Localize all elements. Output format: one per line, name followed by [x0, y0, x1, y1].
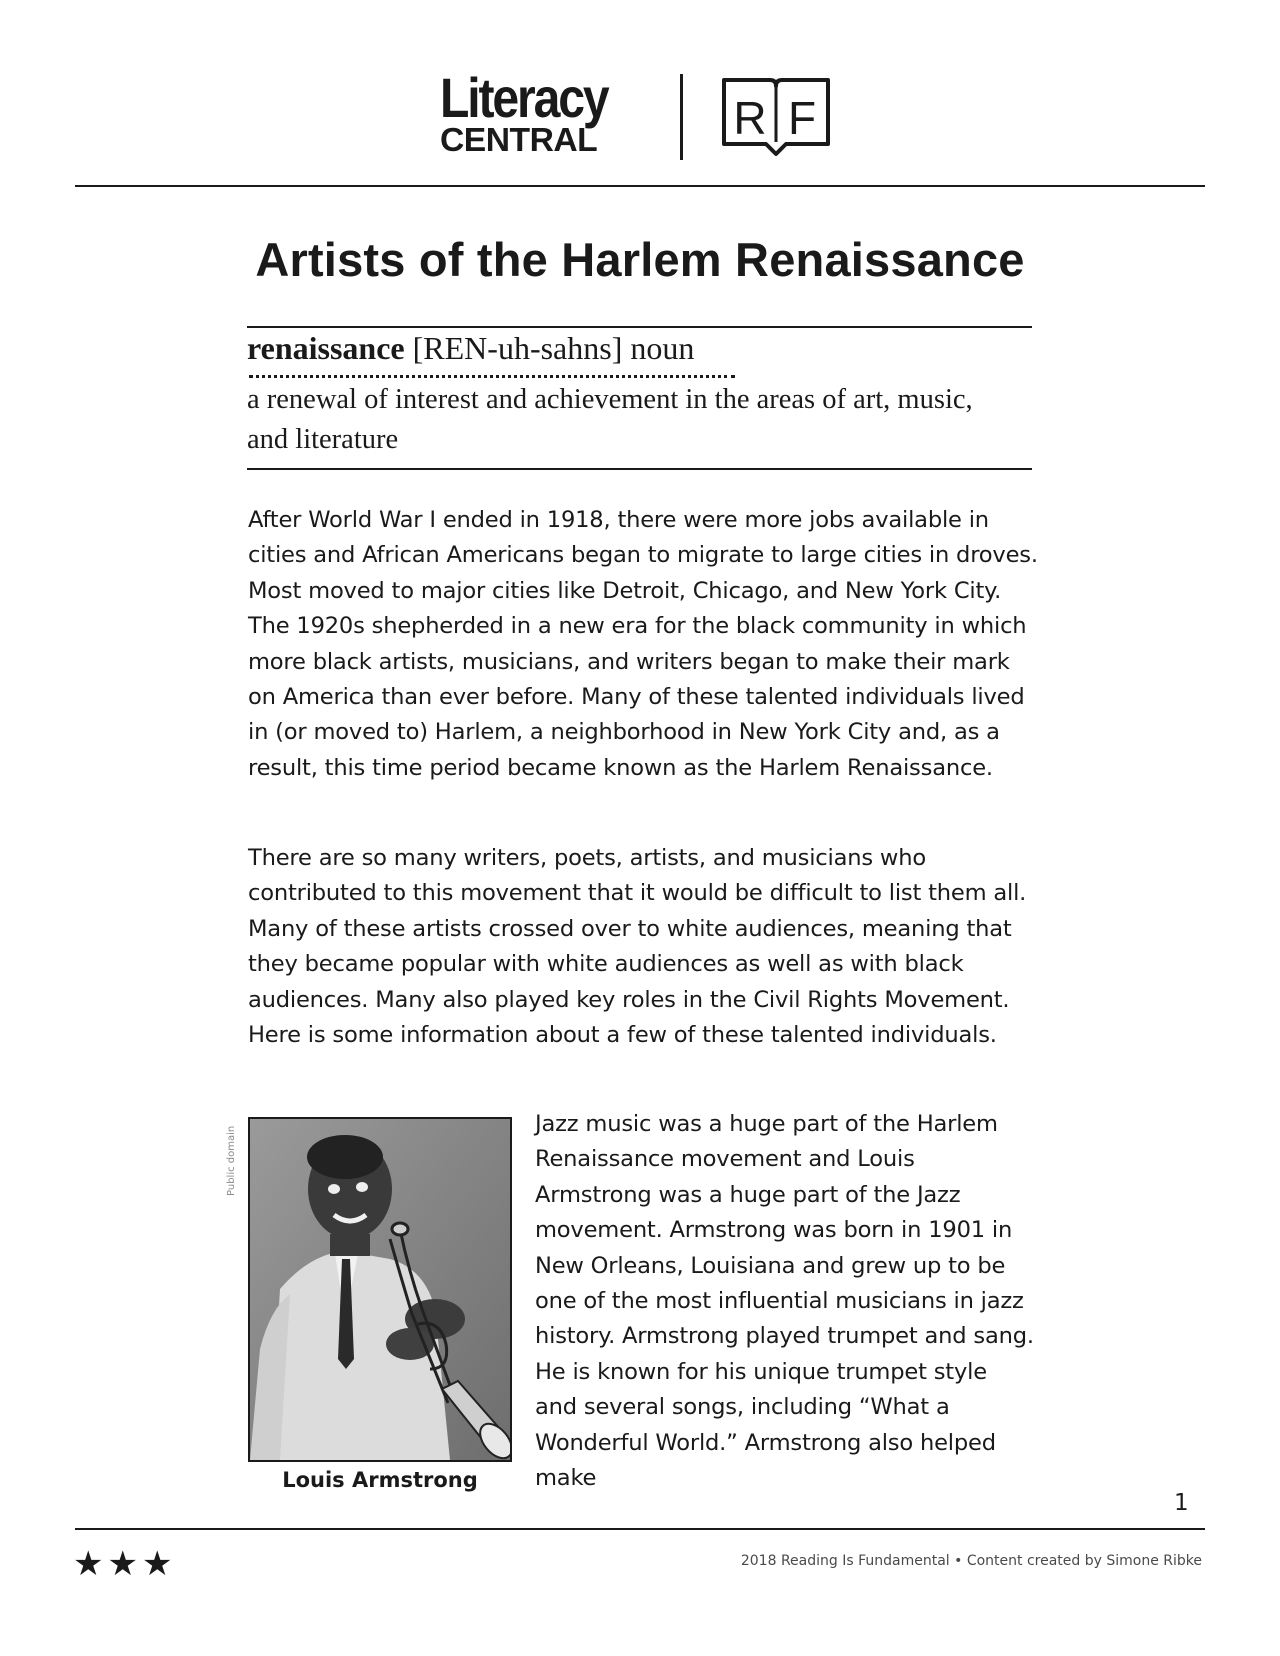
definition-pronunciation: [REN-uh-sahns] noun: [412, 330, 695, 366]
svg-text:F: F: [787, 92, 817, 144]
definition-term-line: [247, 330, 694, 367]
definition-bottom-rule: [247, 468, 1032, 470]
header-rule: [75, 185, 1205, 187]
logo-central-word: CENTRAL: [440, 121, 598, 158]
literacy-central-logo: [440, 66, 650, 158]
rif-logo: [716, 74, 836, 160]
paragraph-intro: After World War I ended in 1918, there were more jobs available in cities and African Americans began to migrate to large cities in droves. Most moved to major cities like Detroit, Chicago, and New York City. The 1920s shepherded in a new era for the black community in which more black artists, musicians, and writers began to make their mark on America than ever before. Many of these talented individuals lived in (or moved to) Harlem, a neighborhood in New York City and, as a result, this time period became known as the Harlem Renaissance.: [248, 507, 1038, 781]
definition-term: renaissance: [247, 330, 405, 366]
definition-meaning: a renewal of interest and achievement in the areas of art, music, and literature: [247, 384, 973, 455]
photo-caption: Louis Armstrong: [282, 1468, 478, 1492]
photo-credit: Public domain: [226, 1125, 237, 1196]
logo-divider: [680, 74, 683, 160]
footer-rule: [75, 1528, 1205, 1530]
svg-text:R: R: [733, 92, 767, 144]
paragraph-armstrong: Jazz music was a huge part of the Harlem Renaissance movement and Louis Armstrong was a huge part of the Jazz movement. Armstrong was born in 1901 in New Orleans, Louisiana and grew up to be one of the most influential musicians in jazz history. Armstrong played trumpet and sang. He is known for his unique trumpet style and several songs, including “What a Wonderful World.” Armstrong also helped make: [535, 1111, 1034, 1492]
definition-top-rule: [247, 326, 1032, 328]
page-number: 1: [1174, 1490, 1189, 1516]
footer-credit: 2018 Reading Is Fundamental • Content created by Simone Ribke: [740, 1553, 1202, 1569]
logo-literacy-word: Literacy: [440, 66, 608, 129]
rif-book-icon: [716, 74, 836, 160]
definition-dotted-rule: [249, 375, 735, 378]
trumpet-player-illustration: [250, 1119, 510, 1460]
page-title: Artists of the Harlem Renaissance: [255, 233, 1025, 286]
paragraph-artists: There are so many writers, poets, artists, and musicians who contributed to this movement that it would be difficult to list them all. Many of these artists crossed over to white audiences, meaning that they became popular with white audiences as well as with black audiences. Many also played key roles in the Civil Rights Movement. Here is some information about a few of these talented individuals.: [248, 845, 1027, 1049]
louis-armstrong-photo: [248, 1117, 512, 1462]
difficulty-stars: ★★★: [73, 1544, 177, 1584]
